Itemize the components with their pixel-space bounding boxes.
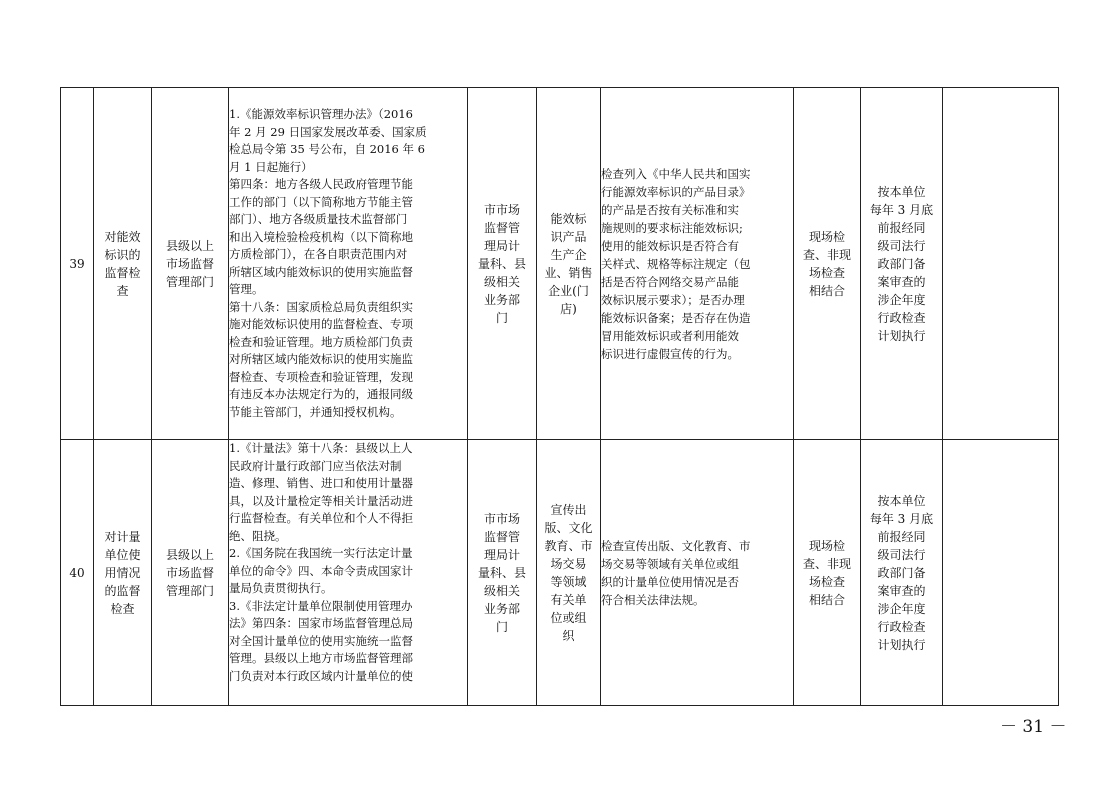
text-line: 括是否符合网络交易产品能 [601, 274, 739, 289]
text-line: 和出入境检验检疫机构（以下简称地 [229, 229, 413, 244]
text-line: 方质检部门），在各自职责范围内对 [229, 247, 408, 261]
table-row [61, 88, 1059, 440]
remark-cell [943, 440, 1059, 706]
text-line: 民政府计量行政部门应当依法对制 [229, 458, 402, 473]
text-line: 冒用能效标识或者利用能效 [601, 328, 739, 343]
legal-basis [229, 440, 468, 706]
text-line: 查 [116, 283, 129, 298]
text-line: 宣传出 [550, 502, 587, 517]
text-line: 业、销售 [544, 265, 593, 280]
text-line: 检查列入《中华人民共和国实 [601, 166, 751, 181]
text-line: 每年 3 月底 [869, 202, 934, 217]
text-line: 识产品 [550, 229, 587, 244]
text-line: 市场监督 [165, 256, 214, 271]
text-line: 监督管 [483, 220, 520, 235]
inspection-method [794, 88, 861, 440]
text-line: 施对能效标识使用的监督检查、专项 [229, 317, 413, 331]
row-number: 40 [61, 440, 94, 706]
text-line: 1.《能源效率标识管理办法》（2016 [229, 107, 413, 121]
text-line: 检查 [110, 601, 135, 616]
inspection-method [794, 440, 861, 706]
text-line: 生产企 [550, 247, 587, 262]
text-line: 单位使 [104, 547, 141, 562]
text-line: 有违反本办法规定行为的，通报同级 [229, 387, 413, 401]
text-line: 市市场 [483, 511, 520, 526]
text-line: 3.《非法定计量单位限制使用管理办 [229, 598, 413, 613]
text-line: 涉企年度 [877, 601, 926, 616]
text-line: 业务部 [483, 292, 520, 307]
text-line: 前报经同 [877, 529, 926, 544]
text-line: 现场检 [808, 229, 845, 244]
text-line: 检查和验证管理。地方质检部门负责 [229, 334, 413, 349]
text-line: 标识进行虚假宣传的行为。 [601, 346, 739, 361]
text-line: 涉企年度 [877, 292, 926, 307]
inspection-item [94, 440, 152, 706]
text-line: 节能主管部门，并通知授权机构。 [229, 404, 402, 419]
text-line: 计划执行 [877, 328, 926, 343]
text-line: 县级以上 [165, 547, 214, 562]
inspection-item [94, 88, 152, 440]
text-line: 织 [562, 628, 575, 643]
text-line: 店) [560, 301, 577, 316]
text-line: 场交易等领域有关单位或组 [601, 556, 739, 571]
text-line: 案审查的 [877, 274, 926, 289]
text-line: 检总局令第 35 号公布，自 2016 年 6 [229, 142, 425, 156]
text-line: 部门）、地方各级质量技术监督部门 [229, 212, 408, 226]
text-line: 门负责对本行政区域内计量单位的使 [229, 668, 413, 683]
text-line: 月 1 日起施行） [229, 159, 313, 174]
text-line: 查、非现 [802, 556, 851, 571]
text-line: 单位的命令》四、本命令责成国家计 [229, 563, 413, 578]
text-line: 级司法行 [877, 547, 926, 562]
inspection-object [537, 88, 601, 440]
text-line: 的监督 [104, 583, 141, 598]
page-number: － 31 － [1000, 717, 1067, 737]
text-line: 对能效 [104, 229, 141, 244]
text-line: 按本单位 [877, 184, 926, 199]
text-line: 管理。 [229, 282, 264, 296]
text-line: 位或组 [550, 610, 587, 625]
text-line: 管理。县级以上地方市场监督管理部 [229, 651, 413, 665]
text-line: 检查宣传出版、文化教育、市 [601, 538, 751, 553]
inspection-table [60, 87, 1059, 706]
text-line: 造、修理、销售、进口和使用计量器 [229, 476, 413, 490]
text-line: 教育、市 [544, 538, 593, 553]
text-line: 计划执行 [877, 637, 926, 652]
text-line: 能效标识备案；是否存在伪造 [601, 310, 751, 325]
text-line: 使用的能效标识是否符合有 [601, 238, 739, 253]
inspection-content [601, 440, 794, 706]
text-line: 的产品是否按有关标准和实 [601, 202, 739, 217]
text-line: 能效标 [550, 211, 587, 226]
text-line: 前报经同 [877, 220, 926, 235]
text-line: 县级以上 [165, 238, 214, 253]
table-row [61, 440, 1059, 706]
text-line: 量局负责贯彻执行。 [229, 581, 333, 595]
text-line: 年 2 月 29 日国家发展改革委、国家质 [229, 124, 427, 139]
text-line: 管理部门 [165, 583, 214, 598]
responsible-dept [468, 440, 537, 706]
inspection-frequency [861, 440, 943, 706]
text-line: 法》第四条：国家市场监督管理总局 [229, 616, 413, 630]
text-line: 级相关 [483, 583, 520, 598]
text-line: 理局计 [483, 547, 520, 562]
text-line: 对全国计量单位的使用实施统一监督 [229, 633, 413, 648]
text-line: 所辖区域内能效标识的使用实施监督 [229, 264, 413, 279]
text-line: 有关单 [550, 592, 587, 607]
text-line: 织的计量单位使用情况是否 [601, 574, 739, 589]
text-line: 1.《计量法》第十八条：县级以上人 [229, 441, 413, 455]
inspection-object [537, 440, 601, 706]
text-line: 级相关 [483, 274, 520, 289]
text-line: 量科、县 [477, 565, 526, 580]
text-line: 行政检查 [877, 619, 926, 634]
text-line: 相结合 [808, 283, 845, 298]
text-line: 理局计 [483, 238, 520, 253]
text-line: 企业(门 [548, 283, 589, 298]
text-line: 查、非现 [802, 247, 851, 262]
text-line: 按本单位 [877, 493, 926, 508]
text-line: 行监督检查。有关单位和个人不得拒 [229, 511, 413, 525]
text-line: 第十八条：国家质检总局负责组织实 [229, 299, 413, 314]
remark-cell [943, 88, 1059, 440]
text-line: 市场监督 [165, 565, 214, 580]
text-line: 2.《国务院在我国统一实行法定计量 [229, 546, 413, 560]
row-number: 39 [61, 88, 94, 440]
text-line: 行能源效率标识的产品目录》 [601, 184, 751, 199]
text-line: 门 [495, 619, 508, 634]
text-line: 监督管 [483, 529, 520, 544]
text-line: 第四条：地方各级人民政府管理节能 [229, 177, 413, 191]
text-line: 级司法行 [877, 238, 926, 253]
text-line: 管理部门 [165, 274, 214, 289]
text-line: 具，以及计量检定等相关计量活动进 [229, 493, 413, 508]
legal-basis [229, 88, 468, 440]
text-line: 版、文化 [544, 520, 593, 535]
text-line: 场检查 [808, 265, 845, 280]
inspection-level [152, 440, 229, 706]
text-line: 效标识展示要求）；是否办理 [601, 292, 745, 307]
text-line: 符合相关法律法规。 [601, 592, 705, 607]
responsible-dept [468, 88, 537, 440]
text-line: 标识的 [104, 247, 141, 262]
inspection-level [152, 88, 229, 440]
text-line: 关样式、规格等标注规定（包 [601, 256, 751, 271]
text-line: 业务部 [483, 601, 520, 616]
text-line: 政部门备 [877, 565, 926, 580]
text-line: 施规则的要求标注能效标识; [601, 220, 743, 235]
text-line: 相结合 [808, 592, 845, 607]
text-line: 工作的部门（以下简称地方节能主管 [229, 194, 413, 209]
text-line: 量科、县 [477, 256, 526, 271]
text-line: 现场检 [808, 538, 845, 553]
text-line: 门 [495, 310, 508, 325]
text-line: 每年 3 月底 [869, 511, 934, 526]
text-line: 用情况 [104, 565, 141, 580]
text-line: 等领域 [550, 574, 587, 589]
inspection-content [601, 88, 794, 440]
text-line: 监督检 [104, 265, 141, 280]
text-line: 督检查、专项检查和验证管理，发现 [229, 369, 413, 384]
text-line: 场检查 [808, 574, 845, 589]
text-line: 对计量 [104, 529, 141, 544]
text-line: 政部门备 [877, 256, 926, 271]
inspection-frequency [861, 88, 943, 440]
text-line: 场交易 [550, 556, 587, 571]
text-line: 市市场 [483, 202, 520, 217]
text-line: 案审查的 [877, 583, 926, 598]
text-line: 对所辖区域内能效标识的使用实施监 [229, 352, 413, 366]
text-line: 绝、阻挠。 [229, 528, 287, 543]
text-line: 行政检查 [877, 310, 926, 325]
